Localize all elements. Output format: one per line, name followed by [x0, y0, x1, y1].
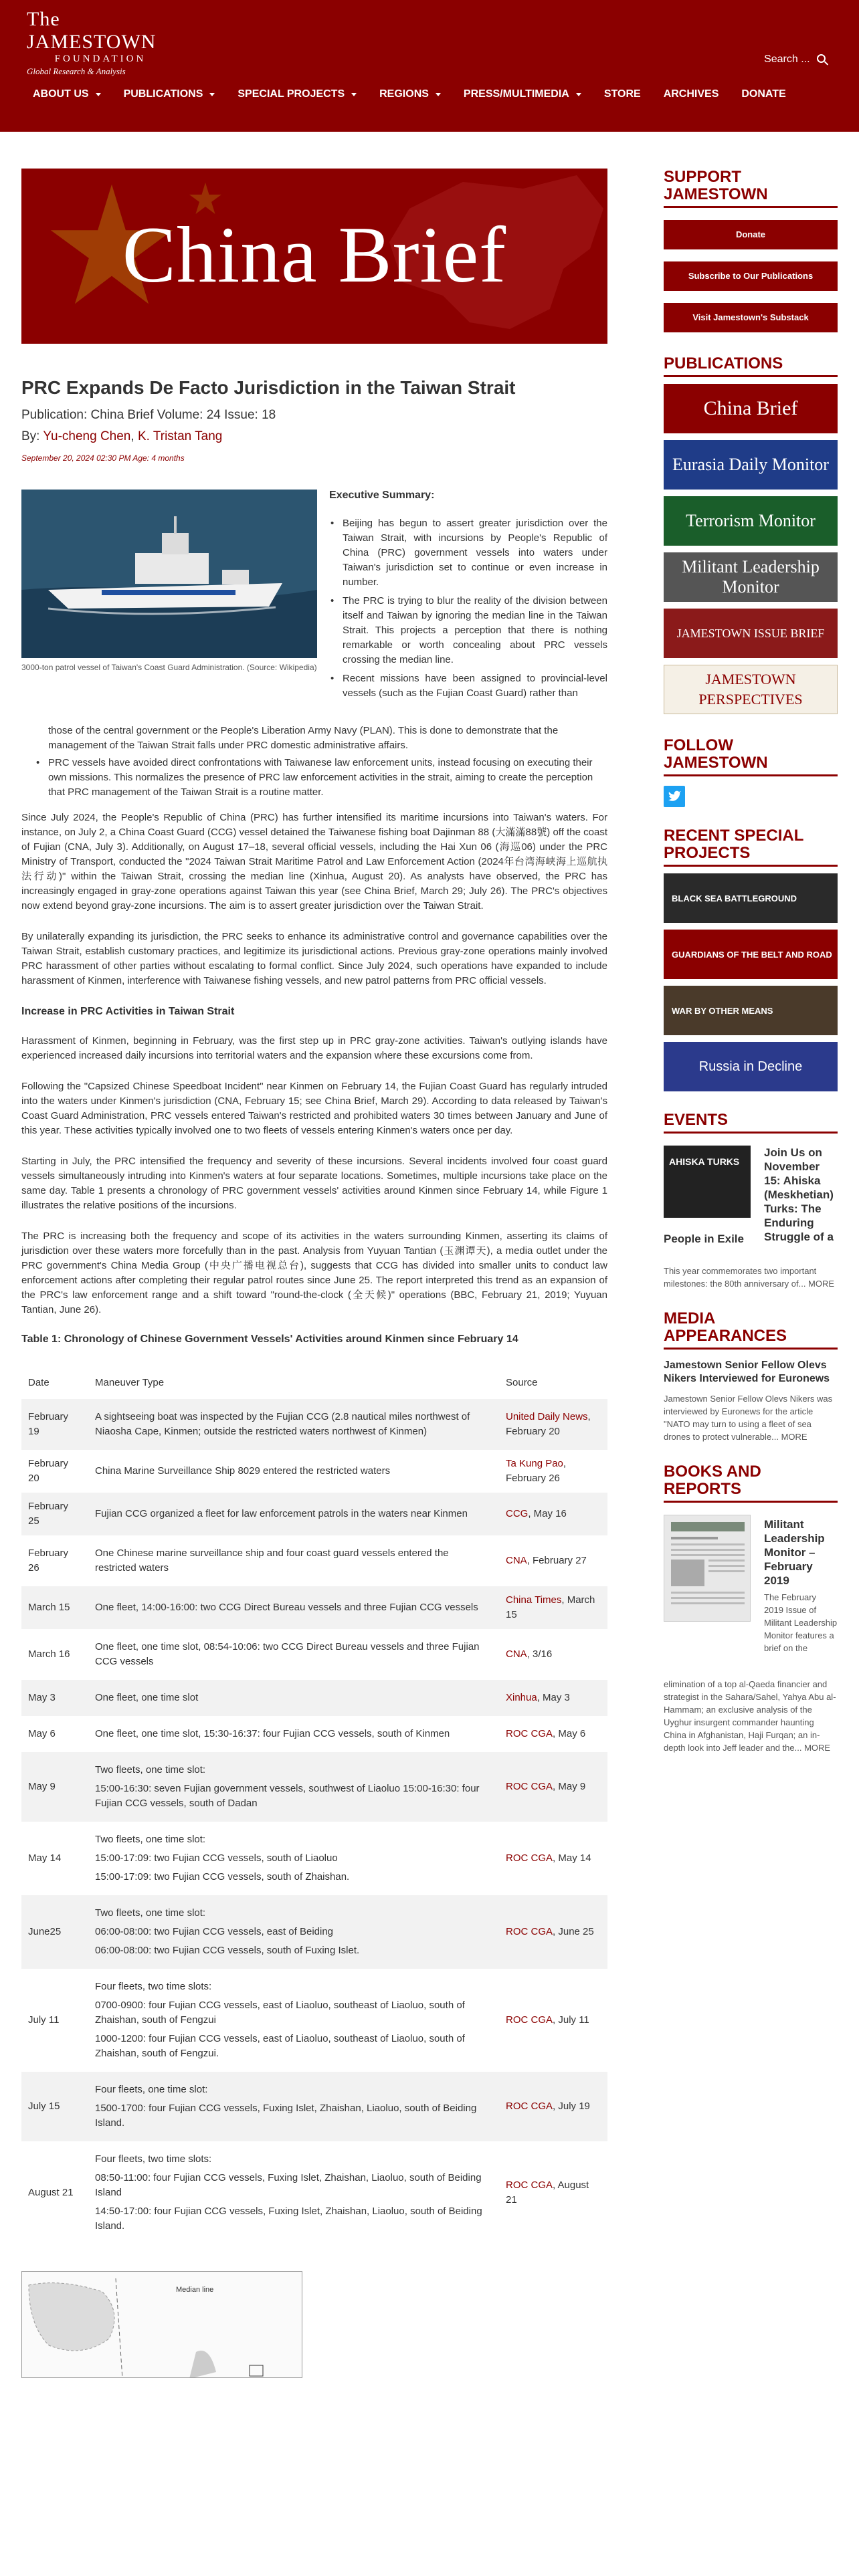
publication-line: Publication: China Brief Volume: 24 Issue: 18 [21, 408, 276, 422]
table-row [21, 1822, 607, 1895]
event-title-continued[interactable]: People in Exile [664, 1232, 744, 1245]
publication-list [664, 384, 838, 714]
source-link[interactable]: ROC CGA [506, 2101, 553, 2112]
author-link[interactable]: K. Tristan Tang [137, 429, 223, 443]
publication-tile[interactable]: JAMESTOWN PERSPECTIVES [664, 665, 838, 714]
article-paragraph: By unilaterally expanding its jurisdiction, the PRC seeks to enhance its administrative control and governance capabilities over the Taiwan Strait, establish customary practices, and legitimize its jurisdictional actions. Previous gray-zone operations mainly involved PRC harassment of other parties without escalating to formal conflict. Since July 2024, such operations have expanded to include harassment of Kinmen, interference with Taiwanese fishing vessels, and new patrol patterns from PRC official vessels. [21, 931, 607, 986]
source-link[interactable]: CCG [506, 1508, 529, 1519]
source-date: , July 19 [553, 2101, 590, 2112]
twitter-icon[interactable] [664, 786, 685, 807]
source-date: , July 11 [553, 2014, 589, 2026]
table-title: Table 1: Chronology of Chinese Government Vessels' Activities around Kinmen since February 14 [21, 1333, 518, 1345]
nav-item-label: STORE [603, 88, 641, 100]
cell-source [499, 1822, 607, 1895]
nav-item-label: PRESS/MULTIMEDIA [463, 88, 569, 100]
cell-date: May 3 [21, 1680, 88, 1716]
table-header-row [21, 1366, 607, 1399]
summary-bullets-wide [21, 724, 607, 802]
sidebar-button-visit-jamestown-s-substack[interactable]: Visit Jamestown's Substack [664, 303, 838, 332]
nav-item-regions[interactable] [368, 88, 452, 100]
by-prefix: By: [21, 429, 43, 443]
summary-bullet: • The PRC is trying to blur the reality of the division between itself and Taiwan by ignoring the median line in the Taiwan Strait. This projects a perception that there is nothing remarkable or worth concealing about PRC vessels crossing the median line. [329, 594, 607, 667]
events-heading: EVENTS [664, 1111, 838, 1134]
media-heading: MEDIA APPEARANCES [664, 1310, 838, 1350]
maneuver-line: 1500-1700: four Fujian CCG vessels, Fuxing Islet, Zhaishan, Liaoluo, south of Beiding Island. [95, 2103, 477, 2129]
chevron-down-icon [436, 93, 441, 96]
cell-source [499, 1752, 607, 1822]
publication-tile[interactable]: China Brief [664, 384, 838, 433]
special-project-tile[interactable]: BLACK SEA BATTLEGROUND [664, 873, 838, 923]
maneuver-line: 06:00-08:00: two Fujian CCG vessels, east of Beiding [95, 1926, 334, 1937]
logo-line1: The JAMESTOWN [27, 8, 157, 53]
publication-tile[interactable]: Militant Leadership Monitor [664, 552, 838, 602]
maneuver-line: One fleet, one time slot, 15:30-16:37: four Fujian CCG vessels, south of Kinmen [95, 1728, 450, 1739]
cell-source [499, 1629, 607, 1680]
sidebar-button-donate[interactable]: Donate [664, 220, 838, 249]
header-date: Date [21, 1366, 88, 1399]
logo-line2: FOUNDATION [54, 53, 147, 64]
nav-item-special-projects[interactable] [226, 88, 368, 100]
nav-item-label: ABOUT US [33, 88, 89, 100]
source-date: , June 25 [553, 1926, 594, 1937]
main-nav [21, 88, 797, 100]
maneuver-line: A sightseeing boat was inspected by the Fujian CCG (2.8 nautical miles northwest of Niaosha Cape, Kinmen; outside the restricted waters northwest of Kinmen) [95, 1411, 470, 1437]
kinmen-map-illustration [22, 2272, 302, 2378]
source-date: , February 27 [527, 1555, 587, 1566]
summary-bullet: • Recent missions have been assigned to provincial-level vessels (such as the Fujian Coast Guard) rather than [329, 671, 607, 701]
table-row [21, 1969, 607, 2072]
table-row [21, 1586, 607, 1629]
books-heading: BOOKS AND REPORTS [664, 1463, 838, 1503]
cell-date: August 21 [21, 2141, 88, 2244]
search-box[interactable] [764, 53, 826, 66]
cell-maneuver [88, 1680, 499, 1716]
table-row [21, 1450, 607, 1493]
nav-item-label: PUBLICATIONS [123, 88, 203, 100]
banner-title: China Brief [122, 210, 507, 299]
article-paragraph: Following the "Capsized Chinese Speedboat Incident" near Kinmen on February 14, the Fujian Coast Guard has regularly intruded into the waters under Kinmen's jurisdiction (CNA, February 15; see China Brief, March 29). According to data released by Taiwan's Coast Guard Administration, PRC vessels entered Taiwan's restricted and prohibited waters 30 times between January and June of this year. These activities typically involved one to two fleets of vessels entering Kinmen's waters once per day. [21, 1081, 607, 1136]
maneuver-line: 08:50-11:00: four Fujian CCG vessels, Fuxing Islet, Zhaishan, Liaoluo, south of Beiding Island [95, 2172, 482, 2198]
cell-date: February 25 [21, 1493, 88, 1535]
cell-maneuver [88, 1752, 499, 1822]
article-paragraph: Harassment of Kinmen, beginning in February, was the first step up in PRC gray-zone activities. Taiwan's outlying islands have experienced increased daily incursions into territorial waters and the expansion where these excursions come from. [21, 1035, 607, 1061]
cell-maneuver [88, 1969, 499, 2072]
special-projects-heading: RECENT SPECIAL PROJECTS [664, 827, 838, 867]
site-header [0, 0, 859, 132]
special-project-tile[interactable]: WAR BY OTHER MEANS [664, 986, 838, 1035]
figure-map [21, 2271, 302, 2378]
maneuver-line: 14:50-17:00: four Fujian CCG vessels, Fuxing Islet, Zhaishan, Liaoluo, south of Beiding Island. [95, 2206, 482, 2232]
source-date: , May 14 [553, 1852, 591, 1864]
nav-item-press-multimedia[interactable] [452, 88, 593, 100]
cell-source [499, 1680, 607, 1716]
summary-bullets [329, 516, 607, 701]
maneuver-line: One Chinese marine surveillance ship and four coast guard vessels entered the restricted waters [95, 1547, 449, 1574]
source-link[interactable]: ROC CGA [506, 1728, 553, 1739]
cell-maneuver [88, 1399, 499, 1450]
special-projects-list [664, 873, 838, 1091]
event-description: This year commemorates two important milestones: the 80th anniversary of... MORE [664, 1266, 835, 1289]
maneuver-line: Two fleets, one time slot: [95, 1834, 206, 1845]
cell-date: July 15 [21, 2072, 88, 2141]
search-label[interactable]: Search ... [764, 53, 810, 65]
summary-bullet: those of the central government or the People's Liberation Army Navy (PLAN). This is done to demonstrate that the management of the Taiwan Strait falls under PRC domestic administrative affairs. [48, 725, 559, 751]
table-row [21, 1493, 607, 1535]
header-maneuver: Maneuver Type [88, 1366, 499, 1399]
publication-tile[interactable]: Terrorism Monitor [664, 496, 838, 546]
nav-item-archives[interactable] [652, 88, 731, 100]
maneuver-line: Four fleets, two time slots: [95, 2153, 212, 2165]
table-row [21, 1680, 607, 1716]
cell-maneuver [88, 1450, 499, 1493]
chronology-table [21, 1366, 607, 2244]
source-link[interactable]: CNA [506, 1648, 527, 1660]
chevron-down-icon [351, 93, 357, 96]
maneuver-line: One fleet, one time slot, 08:54-10:06: two CCG Direct Bureau vessels and three Fujian CCG vessels [95, 1641, 480, 1667]
cell-source [499, 1493, 607, 1535]
search-icon[interactable] [817, 54, 826, 63]
main-content [21, 169, 607, 2378]
source-date: , February 20 [506, 1411, 591, 1437]
nav-item-label: REGIONS [379, 88, 429, 100]
article-title: PRC Expands De Facto Jurisdiction in the Taiwan Strait [21, 377, 516, 398]
chevron-down-icon [96, 93, 101, 96]
cell-date: July 11 [21, 1969, 88, 2072]
support-buttons [664, 220, 838, 332]
maneuver-line: Two fleets, one time slot: [95, 1764, 206, 1776]
table-row [21, 1752, 607, 1822]
jamestown-logo[interactable] [27, 8, 174, 77]
table-row [21, 1535, 607, 1586]
media-item-description: Jamestown Senior Fellow Olevs Nikers was interviewed by Euronews for the article "NATO may turn to using a fleet of sea drones to protect vulnerable... MORE [664, 1394, 833, 1442]
source-link[interactable]: China Times [506, 1594, 562, 1606]
cell-maneuver [88, 1586, 499, 1629]
book-item[interactable] [664, 1515, 838, 1753]
byline [21, 429, 607, 444]
sidebar [664, 168, 838, 1753]
maneuver-line: 0700-0900: four Fujian CCG vessels, east of Liaoluo, southeast of Liaoluo, south of Zhaishan, south of Fengzui [95, 2000, 465, 2026]
article-photo-box [21, 490, 317, 673]
nav-item-about-us[interactable] [21, 88, 112, 100]
special-project-tile[interactable]: GUARDIANS OF THE BELT AND ROAD [664, 930, 838, 979]
photo-caption: 3000-ton patrol vessel of Taiwan's Coast Guard Administration. (Source: Wikipedia) [21, 663, 317, 672]
maneuver-line: One fleet, 14:00-16:00: two CCG Direct Bureau vessels and three Fujian CCG vessels [95, 1602, 478, 1613]
maneuver-line: China Marine Surveillance Ship 8029 entered the restricted waters [95, 1465, 391, 1477]
event-image[interactable]: AHISKA TURKS [664, 1146, 751, 1218]
publications-heading: PUBLICATIONS [664, 355, 838, 377]
nav-item-publications[interactable] [112, 88, 227, 100]
cell-date: March 15 [21, 1586, 88, 1629]
book-title[interactable]: Militant Leadership Monitor – February 2019 [764, 1518, 825, 1587]
cell-source [499, 1535, 607, 1586]
cell-maneuver [88, 1822, 499, 1895]
source-date: , May 6 [553, 1728, 586, 1739]
cell-source [499, 1969, 607, 2072]
book-cover-image[interactable] [664, 1515, 751, 1622]
cell-source [499, 1450, 607, 1493]
cell-maneuver [88, 1629, 499, 1680]
nav-item-label: ARCHIVES [663, 88, 719, 100]
article-paragraph: Since July 2024, the People's Republic of China (PRC) has further intensified its maritime incursions into Taiwan's waters. For instance, on July 2, a China Coast Guard (CCG) vessel detained the Taiwanese fishing boat Dajinman 88 (大滿滿88號) off the coast of Fujian (CNA, July 3). Additionally, on August 17–18, several official vessels, including the Hai Xun 06 (海巡06) under the PRC Ministry of Transport, conducted the "2024 Taiwan Strait Maritime Patrol and Law Enforcement Action (2024年台湾海峡海上巡航执法行动)" within the Taiwan Strait, crossing the median line (Xinhua, August 20). As analysts have observed, the PRC has increasingly engaged in gray-zone operations against Taiwan this year (see China Brief, March 29; July 26). The PRC's objectives now extend beyond gray-zone incursions. The aim is to assert greater jurisdiction over the Taiwan Strait. [21, 812, 607, 911]
publication-tile[interactable]: Eurasia Daily Monitor [664, 440, 838, 490]
book-description-continued: elimination of a top al-Qaeda financier and strategist in the Sahara/Sahel, Yahya Abu al-Hammam; an exclusive analysis of the Uyghur insurgent commander haunting China in Afghanistan, Haji Furqan; an in-depth look into Jeff leader and the... MORE [664, 1679, 836, 1753]
section-heading: Increase in PRC Activities in Taiwan Strait [21, 1006, 235, 1017]
source-link[interactable]: ROC CGA [506, 2179, 553, 2191]
cell-source [499, 1399, 607, 1450]
article-paragraph: Starting in July, the PRC intensified the frequency and severity of these incursions. Several incidents involved four coast guard vessels simultaneously intruding into Kinmen's waters at four separate locations. Sometimes, multiple incursions take place on the same day. Table 1 presents a chronology of PRC government vessels' activities around Kinmen since February 14, while Figure 1 illustrates the relative positions of the incursions. [21, 1156, 607, 1211]
source-link[interactable]: CNA [506, 1555, 527, 1566]
sidebar-button-subscribe-to-our-publications[interactable]: Subscribe to Our Publications [664, 261, 838, 291]
summary-bullet: • Beijing has begun to assert greater jurisdiction over the Taiwan Strait, with incursions by People's Republic of China (PRC) government vessels into waters under Taiwan's jurisdiction set to continue or even increase in number. [329, 516, 607, 590]
source-date: , 3/16 [527, 1648, 553, 1660]
follow-heading: FOLLOW JAMESTOWN [664, 737, 838, 776]
cell-maneuver [88, 1895, 499, 1969]
table-row [21, 1629, 607, 1680]
maneuver-line: Fujian CCG organized a fleet for law enforcement patrols in the waters near Kinmen [95, 1508, 468, 1519]
maneuver-line: 15:00-17:09: two Fujian CCG vessels, south of Liaoluo [95, 1852, 338, 1864]
source-link[interactable]: United Daily News [506, 1411, 588, 1422]
source-link[interactable]: Ta Kung Pao [506, 1458, 563, 1469]
executive-summary-section [21, 490, 607, 798]
cell-date: March 16 [21, 1629, 88, 1680]
article-date: September 20, 2024 02:30 PM Age: 4 months [21, 453, 185, 463]
table-row [21, 1399, 607, 1450]
source-date: , August 21 [506, 2179, 589, 2206]
cell-source [499, 1586, 607, 1629]
book-description: The February 2019 Issue of Militant Leadership Monitor features a brief on the [764, 1592, 838, 1653]
cell-date: February 20 [21, 1450, 88, 1493]
chevron-down-icon [209, 93, 215, 96]
source-date: , May 16 [528, 1508, 567, 1519]
table-row [21, 2072, 607, 2141]
logo-tagline: Global Research & Analysis [27, 66, 126, 76]
cell-source [499, 2141, 607, 2244]
executive-summary-title: Executive Summary: [329, 490, 435, 501]
maneuver-line: Two fleets, one time slot: [95, 1907, 206, 1919]
source-link[interactable]: ROC CGA [506, 1781, 553, 1792]
nav-item-donate[interactable] [730, 88, 797, 100]
cell-maneuver [88, 2141, 499, 2244]
source-date: , March 15 [506, 1594, 595, 1620]
event-title[interactable]: Join Us on November 15: Ahiska (Meskhetian) Turks: The Enduring Struggle of a [764, 1146, 834, 1243]
table-row [21, 2141, 607, 2244]
coast-guard-vessel-photo [21, 490, 317, 658]
special-project-tile[interactable]: Russia in Decline [664, 1042, 838, 1091]
table-row [21, 1895, 607, 1969]
cell-date: June25 [21, 1895, 88, 1969]
chevron-down-icon [576, 93, 581, 96]
cell-source [499, 1716, 607, 1752]
cell-date: February 26 [21, 1535, 88, 1586]
maneuver-line: Four fleets, one time slot: [95, 2084, 208, 2095]
map-label: Median line [176, 2286, 214, 2294]
maneuver-line: 15:00-17:09: two Fujian CCG vessels, south of Zhaishan. [95, 1871, 350, 1883]
summary-bullet: • PRC vessels have avoided direct confrontations with Taiwanese law enforcement units, instead focusing on executing their own missions. This normalizes the presence of PRC law enforcement activities in the strait, aiming to create the perception that PRC management of the Taiwan Strait is a routine matter. [21, 756, 607, 800]
author-separator: , [130, 429, 138, 443]
publication-tile[interactable]: JAMESTOWN ISSUE BRIEF [664, 609, 838, 658]
cell-maneuver [88, 1716, 499, 1752]
article-paragraph: The PRC is increasing both the frequency and scope of its activities in the waters surrounding Kinmen, asserting its claims of jurisdiction over these waters more forcefully than in the past. Analysis from Yuyuan Tantian (玉渊谭天), a media outlet under the PRC government's China Media Group (中央广播电视总台), suggests that CCG has divided into smaller units to conduct law enforcement actions after completing their regular patrol routes since June 25. The report interpreted this trend as an expansion of the PRC's law enforcement range and a shift toward "round-the-clock (全天候)" operations (BBC, February 21, 2019; Yuyuan Tantian, June 26). [21, 1230, 607, 1315]
china-brief-banner [21, 169, 607, 344]
cell-source [499, 2072, 607, 2141]
source-link[interactable]: ROC CGA [506, 1852, 553, 1864]
source-link[interactable]: Xinhua [506, 1692, 537, 1703]
support-heading: SUPPORT JAMESTOWN [664, 169, 838, 208]
cell-date: May 9 [21, 1752, 88, 1822]
maneuver-line: 15:00-16:30: seven Fujian government vessels, southwest of Liaoluo 15:00-16:30: four Fujian CCG vessels, south of Dadan [95, 1783, 480, 1809]
cell-source [499, 1895, 607, 1969]
media-item-title[interactable]: Jamestown Senior Fellow Olevs Nikers Interviewed for Euronews [664, 1360, 830, 1384]
nav-item-label: DONATE [741, 88, 786, 100]
source-link[interactable]: ROC CGA [506, 2014, 553, 2026]
author-link[interactable]: Yu-cheng Chen [43, 429, 131, 443]
source-date: , May 9 [553, 1781, 586, 1792]
executive-summary-text [329, 490, 607, 705]
source-link[interactable]: ROC CGA [506, 1926, 553, 1937]
maneuver-line: 06:00-08:00: two Fujian CCG vessels, south of Fuxing Islet. [95, 1945, 360, 1956]
nav-item-store[interactable] [593, 88, 652, 100]
maneuver-line: Four fleets, two time slots: [95, 1981, 212, 1992]
cell-maneuver [88, 1493, 499, 1535]
source-date: , February 26 [506, 1458, 567, 1484]
event-item[interactable] [664, 1146, 838, 1265]
vessel-illustration [21, 490, 317, 658]
cell-date: May 14 [21, 1822, 88, 1895]
header-source: Source [499, 1366, 607, 1399]
nav-item-label: SPECIAL PROJECTS [237, 88, 345, 100]
maneuver-line: One fleet, one time slot [95, 1692, 199, 1703]
source-date: , May 3 [537, 1692, 570, 1703]
cell-maneuver [88, 2072, 499, 2141]
table-row [21, 1716, 607, 1752]
cell-date: May 6 [21, 1716, 88, 1752]
cell-maneuver [88, 1535, 499, 1586]
maneuver-line: 1000-1200: four Fujian CCG vessels, east of Liaoluo, southeast of Liaoluo, south of Zhaishan, south of Fengzui. [95, 2033, 465, 2059]
cell-date: February 19 [21, 1399, 88, 1450]
